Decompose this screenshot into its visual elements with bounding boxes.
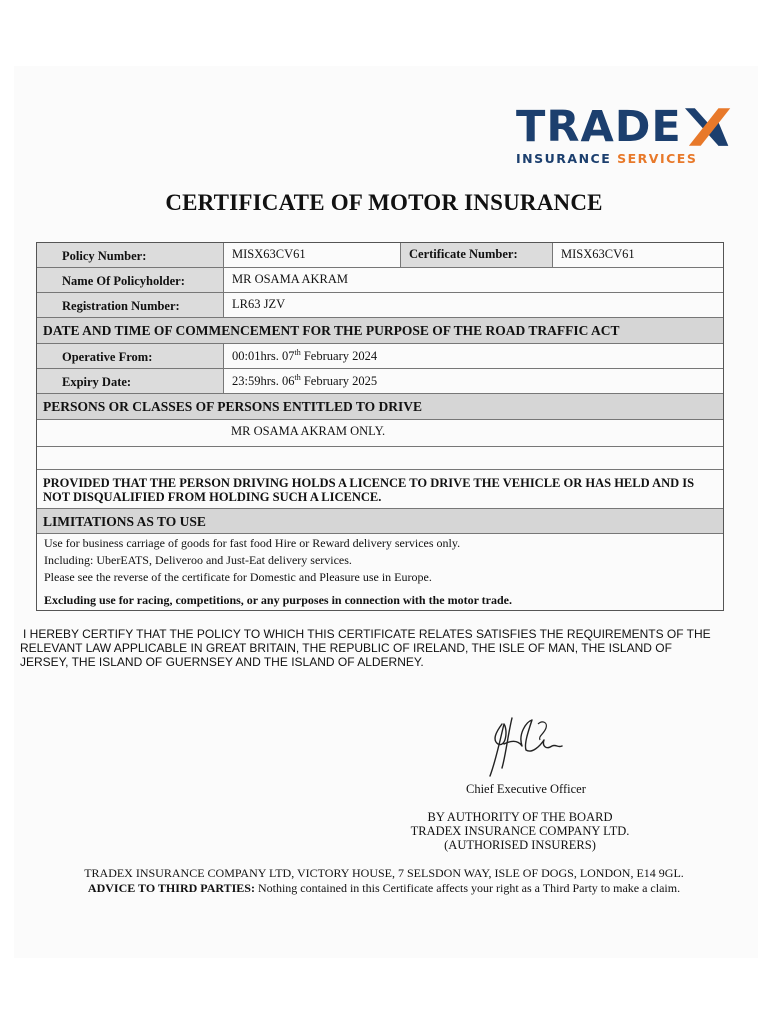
- operative-from-value: 00:01hrs. 07th February 2024: [232, 348, 378, 364]
- board-authority: [400, 810, 640, 852]
- policyholder-label: Name Of Policyholder:: [62, 274, 185, 288]
- advice-label: ADVICE TO THIRD PARTIES:: [87, 881, 255, 895]
- policyholder-value: MR OSAMA AKRAM: [232, 272, 349, 286]
- logo-word: TRADE: [516, 102, 682, 152]
- expiry-date-row: [37, 369, 723, 394]
- policyholder-row: [37, 268, 723, 293]
- document-title: CERTIFICATE OF MOTOR INSURANCE: [165, 190, 603, 215]
- certificate-number-value: MISX63CV61: [561, 247, 635, 261]
- company-address: TRADEX INSURANCE COMPANY LTD, VICTORY HOUSE, 7 SELSDON WAY, ISLE OF DOGS, LONDON, E14 9GL.: [84, 866, 684, 880]
- footer: [0, 866, 768, 896]
- tradex-logo: [516, 104, 732, 166]
- drivers-value: MR OSAMA AKRAM ONLY.: [231, 424, 386, 438]
- logo-tagline-services: SERVICES: [617, 151, 698, 166]
- blank-row: [37, 447, 723, 470]
- signature-image: [478, 710, 583, 782]
- commencement-heading: DATE AND TIME OF COMMENCEMENT FOR THE PURPOSE OF THE ROAD TRAFFIC ACT: [37, 318, 723, 344]
- limitations-heading: LIMITATIONS AS TO USE: [37, 509, 723, 534]
- logo-tagline: [516, 151, 732, 166]
- operative-from-row: [37, 344, 723, 369]
- drivers-row: [37, 420, 723, 447]
- authority-line-1: BY AUTHORITY OF THE BOARD: [427, 810, 613, 824]
- limitation-exclusion: Excluding use for racing, competitions, or any purposes in connection with the motor trade.: [44, 593, 513, 607]
- authority-line-3: (AUTHORISED INSURERS): [444, 838, 596, 852]
- certificate-number-label: Certificate Number:: [409, 247, 518, 261]
- drivers-heading: PERSONS OR CLASSES OF PERSONS ENTITLED TO DRIVE: [37, 394, 723, 420]
- policy-number-label: Policy Number:: [62, 249, 147, 263]
- policy-number-value: MISX63CV61: [232, 247, 306, 261]
- certificate-table: [36, 242, 724, 611]
- registration-label: Registration Number:: [62, 299, 180, 313]
- authority-line-2: TRADEX INSURANCE COMPANY LTD.: [410, 824, 630, 838]
- limitations-body: [37, 534, 723, 610]
- registration-row: [37, 293, 723, 318]
- limitation-line-1: Use for business carriage of goods for fast food Hire or Reward delivery services only.: [44, 536, 461, 550]
- expiry-date-value: 23:59hrs. 06th February 2025: [232, 373, 378, 389]
- licence-provision: PROVIDED THAT THE PERSON DRIVING HOLDS A LICENCE TO DRIVE THE VEHICLE OR HAS HELD AND IS NOT DISQUALIFIED FROM HOLDING SUCH A LICENCE.: [37, 470, 723, 509]
- advice-text: Nothing contained in this Certificate affects your right as a Third Party to make a claim.: [254, 881, 681, 895]
- certification-statement: I HEREBY CERTIFY THAT THE POLICY TO WHICH THIS CERTIFICATE RELATES SATISFIES THE REQUIREMENTS OF THE RELEVANT LAW APPLICABLE IN GREAT BRITAIN, THE REPUBLIC OF IRELAND, THE ISLE OF MAN, THE ISLAND OF JERSEY, THE ISLAND OF GUERNSEY AND THE ISLAND OF ALDERNEY.: [20, 627, 711, 669]
- signatory-title: Chief Executive Officer: [466, 782, 586, 796]
- logo-wordmark: [516, 104, 732, 150]
- operative-from-label: Operative From:: [62, 350, 153, 364]
- policy-number-row: [37, 243, 723, 268]
- limitation-line-2: Including: UberEATS, Deliveroo and Just-Eat delivery services.: [44, 553, 352, 567]
- registration-value: LR63 JZV: [232, 297, 286, 311]
- logo-x-mark-icon: [683, 104, 732, 150]
- logo-tagline-insurance: INSURANCE: [516, 151, 612, 166]
- third-party-advice: [0, 881, 768, 896]
- expiry-date-label: Expiry Date:: [62, 375, 132, 389]
- limitation-line-3: Please see the reverse of the certificate for Domestic and Pleasure use in Europe.: [44, 570, 432, 584]
